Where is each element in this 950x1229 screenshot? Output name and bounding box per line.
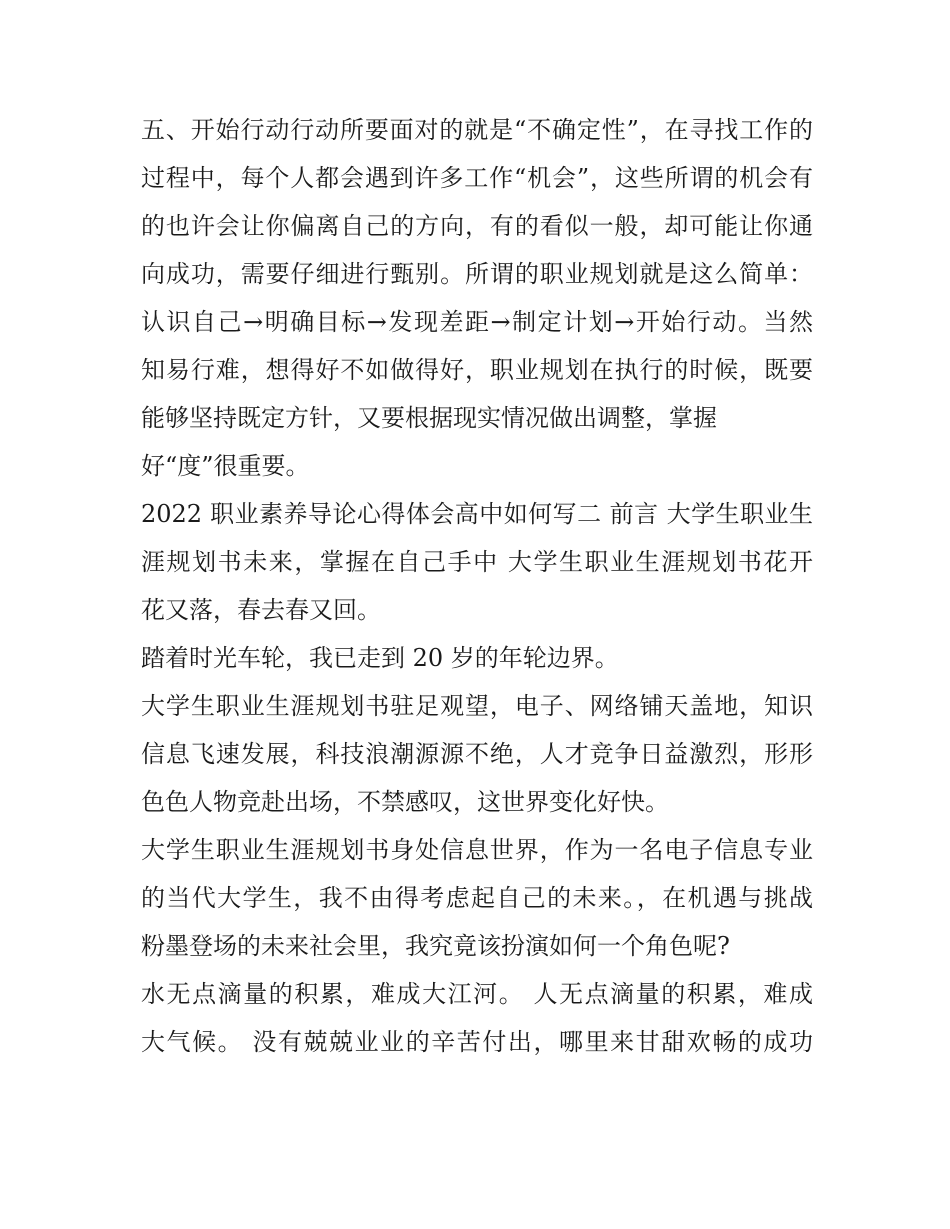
text-line: 五、开始行动行动所要面对的就是“不确定性”，在寻找工作的 — [141, 116, 813, 144]
text-line: 认识自己→明确目标→发现差距→制定计划→开始行动。当然 — [141, 308, 813, 336]
text-line: 信息飞速发展，科技浪潮源源不绝，人才竞争日益激烈，形形 — [141, 740, 813, 768]
text-line: 的也许会让你偏离自己的方向，有的看似一般，却可能让你通 — [141, 212, 813, 240]
text-line: 涯规划书未来，掌握在自己手中 大学生职业生涯规划书花开 — [141, 548, 813, 576]
text-line: 花又落，春去春又回。 — [141, 596, 381, 624]
text-line: 踏着时光车轮，我已走到 20 岁的年轮边界。 — [141, 644, 619, 672]
text-line: 大学生职业生涯规划书身处信息世界，作为一名电子信息专业 — [141, 836, 813, 864]
text-line: 大气候。 没有兢兢业业的辛苦付出，哪里来甘甜欢畅的成功 — [141, 1028, 813, 1056]
text-line: 水无点滴量的积累，难成大江河。 人无点滴量的积累，难成 — [141, 980, 813, 1008]
text-line: 过程中，每个人都会遇到许多工作“机会”，这些所谓的机会有 — [141, 164, 813, 192]
text-line: 2022 职业素养导论心得体会高中如何写二 前言 大学生职业生 — [141, 500, 813, 528]
text-line: 向成功，需要仔细进行甄别。所谓的职业规划就是这么简单： — [141, 260, 813, 288]
text-line: 好“度”很重要。 — [141, 452, 310, 480]
text-line: 的当代大学生，我不由得考虑起自己的未来。，在机遇与挑战 — [141, 884, 813, 912]
text-line: 能够坚持既定方针，又要根据现实情况做出调整，掌握 — [141, 404, 717, 432]
text-line: 粉墨登场的未来社会里，我究竟该扮演如何一个角色呢? — [141, 932, 730, 960]
text-line: 大学生职业生涯规划书驻足观望，电子、网络铺天盖地，知识 — [141, 692, 813, 720]
document-body — [141, 106, 813, 1066]
text-line: 知易行难，想得好不如做得好，职业规划在执行的时候，既要 — [141, 356, 813, 384]
text-line: 色色人物竞赴出场，不禁感叹，这世界变化好快。 — [141, 788, 669, 816]
